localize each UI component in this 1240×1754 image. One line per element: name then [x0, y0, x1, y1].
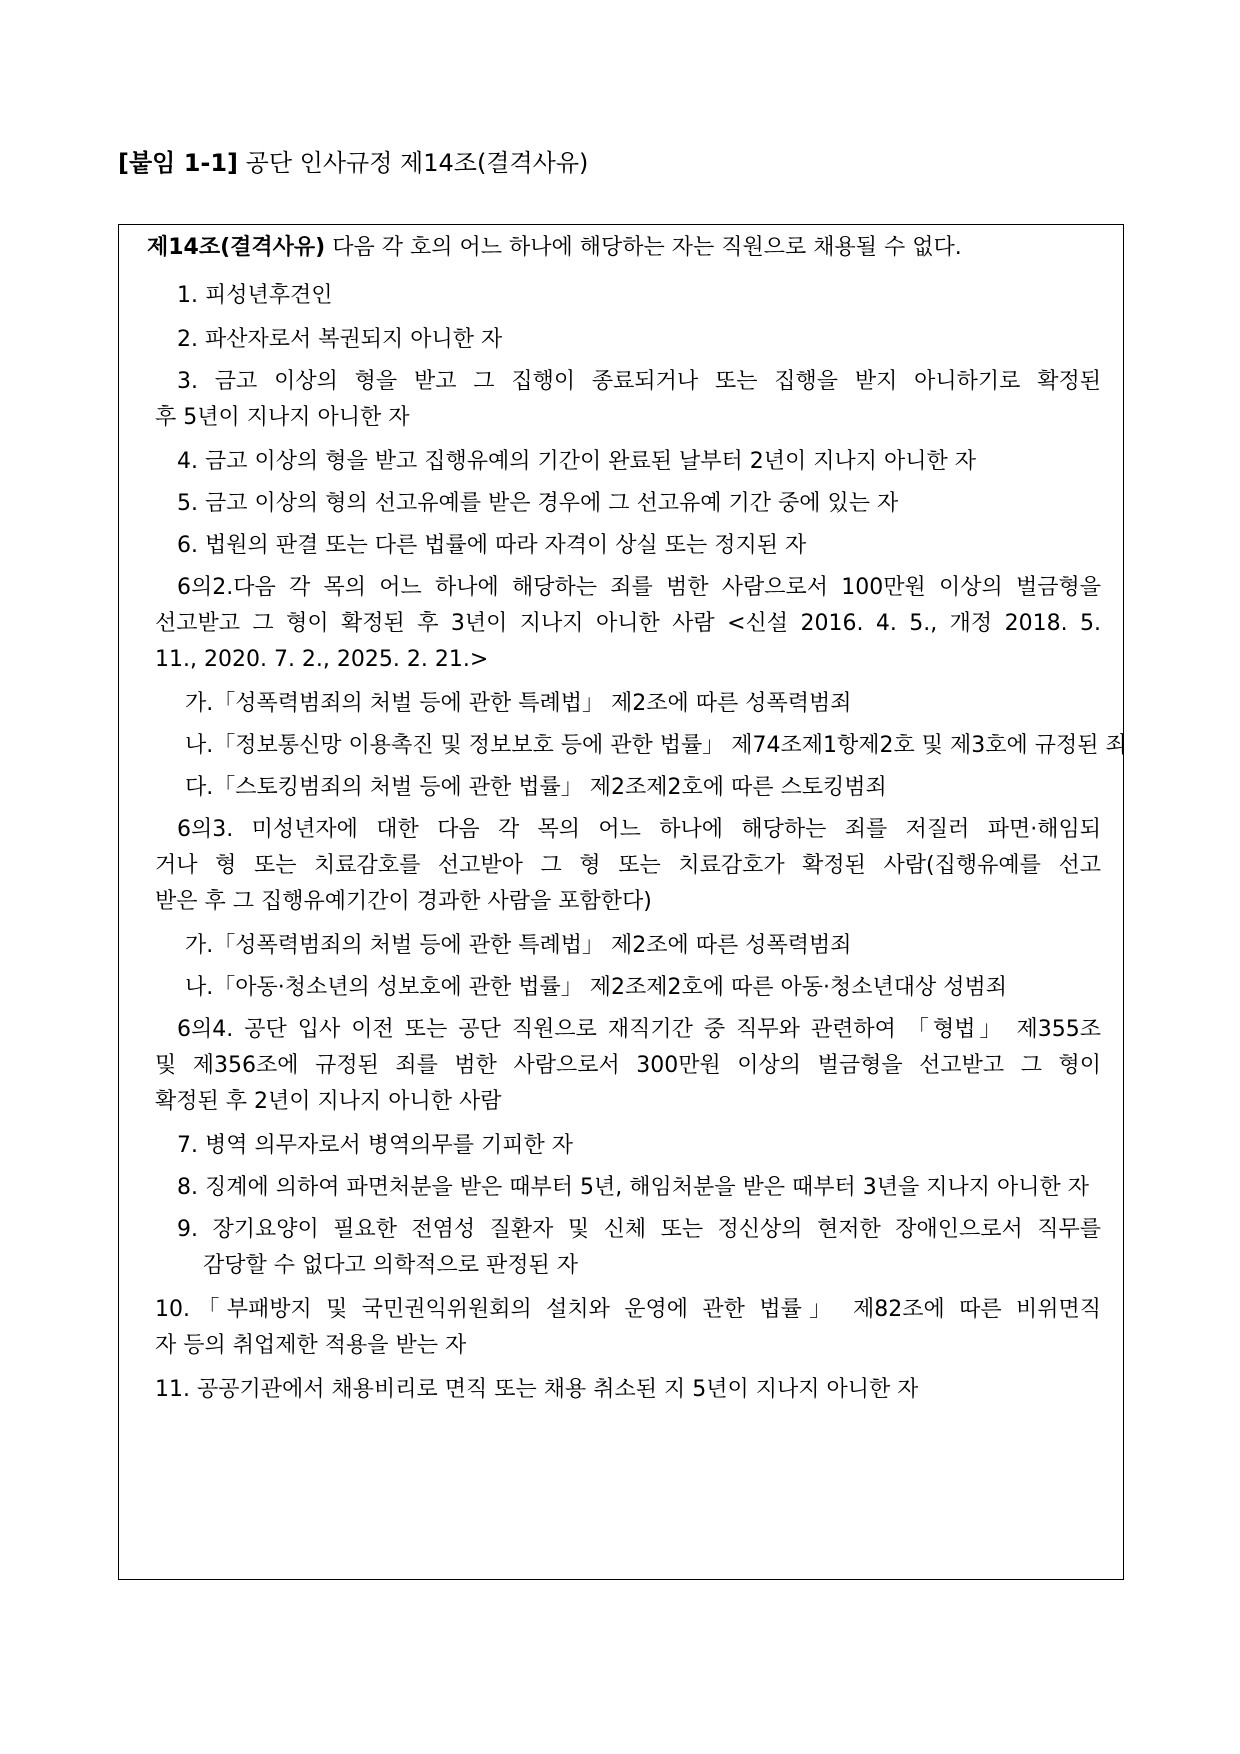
article-line: 6의2.다음 각 목의 어느 하나에 해당하는 죄를 범한 사람으로서 100만원 이상의 벌금형을: [177, 575, 1101, 600]
article-line: 6의3. 미성년자에 대한 다음 각 목의 어느 하나에 해당하는 죄를 저질러 파면·해임되: [177, 817, 1101, 842]
article-line: 및 제356조에 규정된 죄를 범한 사람으로서 300만원 이상의 벌금형을 선고받고 그 형이: [155, 1053, 1101, 1078]
article-line: 3. 금고 이상의 형을 받고 그 집행이 종료되거나 또는 집행을 받지 아니하기로 확정된: [177, 369, 1101, 394]
article-line: 8. 징계에 의하여 파면처분을 받은 때부터 5년, 해임처분을 받은 때부터 3년을 지나지 아니한 자: [177, 1175, 1089, 1200]
article-line: 거나 형 또는 치료감호를 선고받아 그 형 또는 치료감호가 확정된 사람(집행유예를 선고: [155, 853, 1101, 878]
article-line: 5. 금고 이상의 형의 선고유예를 받은 경우에 그 선고유예 기간 중에 있는 자: [177, 491, 899, 516]
article-line: 감당할 수 없다고 의학적으로 판정된 자: [203, 1253, 578, 1278]
article-line: 6. 법원의 판결 또는 다른 법률에 따라 자격이 상실 또는 정지된 자: [177, 533, 807, 558]
article-line: 10.「부패방지 및 국민권익위원회의 설치와 운영에 관한 법률」 제82조에 따른 비위면직: [155, 1297, 1101, 1322]
article-line: 자 등의 취업제한 적용을 받는 자: [155, 1333, 467, 1358]
article-line: 4. 금고 이상의 형을 받고 집행유예의 기간이 완료된 날부터 2년이 지나지 아니한 자: [177, 449, 976, 474]
article-line: 다.「스토킹범죄의 처벌 등에 관한 법률」 제2조제2호에 따른 스토킹범죄: [185, 775, 887, 800]
heading-text: 공단 인사규정 제14조(결격사유): [245, 149, 589, 177]
article-line: 후 5년이 지나지 아니한 자: [155, 405, 410, 430]
article-line: 선고받고 그 형이 확정된 후 3년이 지나지 아니한 사람 <신설 2016. 4. 5., 개정 2018. 5.: [155, 611, 1101, 636]
article-line: 가.「성폭력범죄의 처벌 등에 관한 특례법」 제2조에 따른 성폭력범죄: [185, 691, 852, 716]
article-intro: 다음 각 호의 어느 하나에 해당하는 자는 직원으로 채용될 수 없다.: [332, 235, 962, 260]
attachment-tag: [붙임 1-1]: [118, 149, 239, 177]
article-title: 제14조(결격사유): [147, 235, 326, 260]
article-line: 받은 후 그 집행유예기간이 경과한 사람을 포함한다): [155, 889, 652, 914]
article-heading-line: [147, 233, 962, 263]
article-line: 1. 피성년후견인: [177, 283, 333, 308]
page-heading: [118, 146, 588, 180]
article-line: 11. 공공기관에서 채용비리로 면직 또는 채용 취소된 지 5년이 지나지 아니한 자: [155, 1377, 919, 1402]
article-line: 나.「아동·청소년의 성보호에 관한 법률」 제2조제2호에 따른 아동·청소년대상 성범죄: [185, 975, 1007, 1000]
article-line: 6의4. 공단 입사 이전 또는 공단 직원으로 재직기간 중 직무와 관련하여 「형법」 제355조: [177, 1017, 1101, 1042]
article-line: 11., 2020. 7. 2., 2025. 2. 21.>: [155, 647, 489, 672]
article-line: 9. 장기요양이 필요한 전염성 질환자 및 신체 또는 정신상의 현저한 장애인으로서 직무를: [177, 1217, 1101, 1242]
article-line: 확정된 후 2년이 지나지 아니한 사람: [155, 1089, 502, 1114]
article-line: 2. 파산자로서 복권되지 아니한 자: [177, 327, 503, 352]
article-line: 나.「정보통신망 이용촉진 및 정보보호 등에 관한 법률」 제74조제1항제2호 및 제3호에 규정된 죄: [185, 733, 1127, 758]
article-box: [118, 224, 1127, 1580]
article-line: 7. 병역 의무자로서 병역의무를 기피한 자: [177, 1133, 573, 1158]
article-line: 가.「성폭력범죄의 처벌 등에 관한 특례법」 제2조에 따른 성폭력범죄: [185, 933, 852, 958]
